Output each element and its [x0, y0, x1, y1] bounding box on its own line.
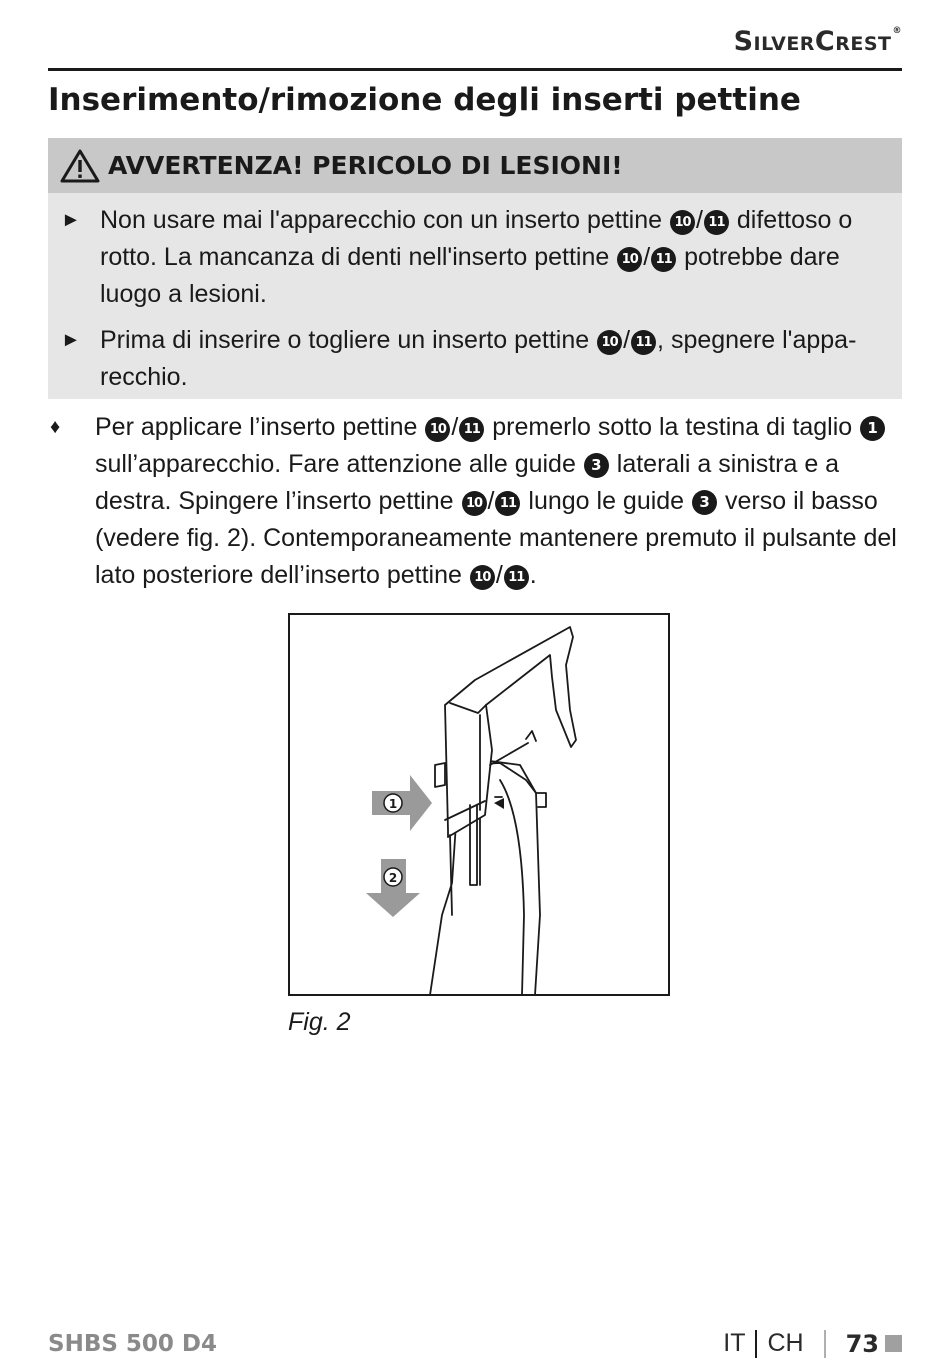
divider	[824, 1330, 826, 1358]
page-title: Inserimento/rimozione degli inserti pettine	[48, 82, 801, 118]
part-number-3: 3	[692, 490, 717, 515]
warning-title: AVVERTENZA! PERICOLO DI LESIONI!	[108, 151, 623, 180]
warning-item: ► Prima di inserire o togliere un inserto pettine 10 / 11 , spegnere l'apparecchio.	[48, 322, 902, 396]
part-number-10: 10	[617, 247, 642, 272]
language-code: IT	[723, 1329, 746, 1357]
part-number-10: 10	[597, 330, 622, 355]
figure-2-illustration	[288, 613, 670, 996]
part-number-3: 3	[584, 453, 609, 478]
diamond-bullet-icon: ♦	[50, 416, 61, 438]
part-number-10: 10	[470, 565, 495, 590]
footer-pagination	[723, 1329, 902, 1358]
part-number-11: 11	[704, 210, 729, 235]
figure-caption: Fig. 2	[288, 1008, 351, 1036]
part-number-10: 10	[462, 491, 487, 516]
hair-clipper-illustration	[290, 615, 668, 994]
step-label: 1	[388, 797, 398, 811]
part-number-11: 11	[459, 417, 484, 442]
divider	[755, 1330, 757, 1358]
warning-item: ► Non usare mai l'apparecchio con un inserto pettine 10 / 11 difettoso o rotto. La mancanza di denti nell'inserto pettine 10 / 11 potrebbe dare luogo a lesioni.	[48, 202, 902, 313]
part-number-11: 11	[495, 491, 520, 516]
part-number-11: 11	[631, 330, 656, 355]
instruction-paragraph: ♦ Per applicare l’inserto pettine 10 / 11 premerlo sotto la testina di taglio 1 sull’apparecchio. Fare attenzione alle guide 3 laterali a sinistra e a destra. Spingere l’inserto pettine 10 / 11 lungo le guide 3 verso il basso (vedere fig. 2). Contemporaneamente mantenere premuto il pulsante del lato posteriore dell’inserto pettine 10 / 11 .	[48, 409, 902, 594]
page-marker-square-icon	[885, 1335, 902, 1352]
part-number-10: 10	[670, 210, 695, 235]
step-label: 2	[388, 871, 398, 885]
warning-box	[48, 138, 902, 399]
model-number: SHBS 500 D4	[48, 1331, 218, 1357]
arrow-bullet-icon: ►	[61, 329, 81, 351]
arrow-bullet-icon: ►	[61, 209, 81, 231]
language-code: CH	[767, 1329, 804, 1357]
warning-triangle-icon	[60, 149, 100, 183]
warning-header	[48, 138, 902, 193]
part-number-10: 10	[425, 417, 450, 442]
brand-logo: SilverCrest®	[733, 26, 902, 57]
part-number-11: 11	[651, 247, 676, 272]
part-number-1: 1	[860, 416, 885, 441]
part-number-11: 11	[504, 565, 529, 590]
page-number: 73	[845, 1329, 879, 1358]
header-rule	[48, 68, 902, 71]
